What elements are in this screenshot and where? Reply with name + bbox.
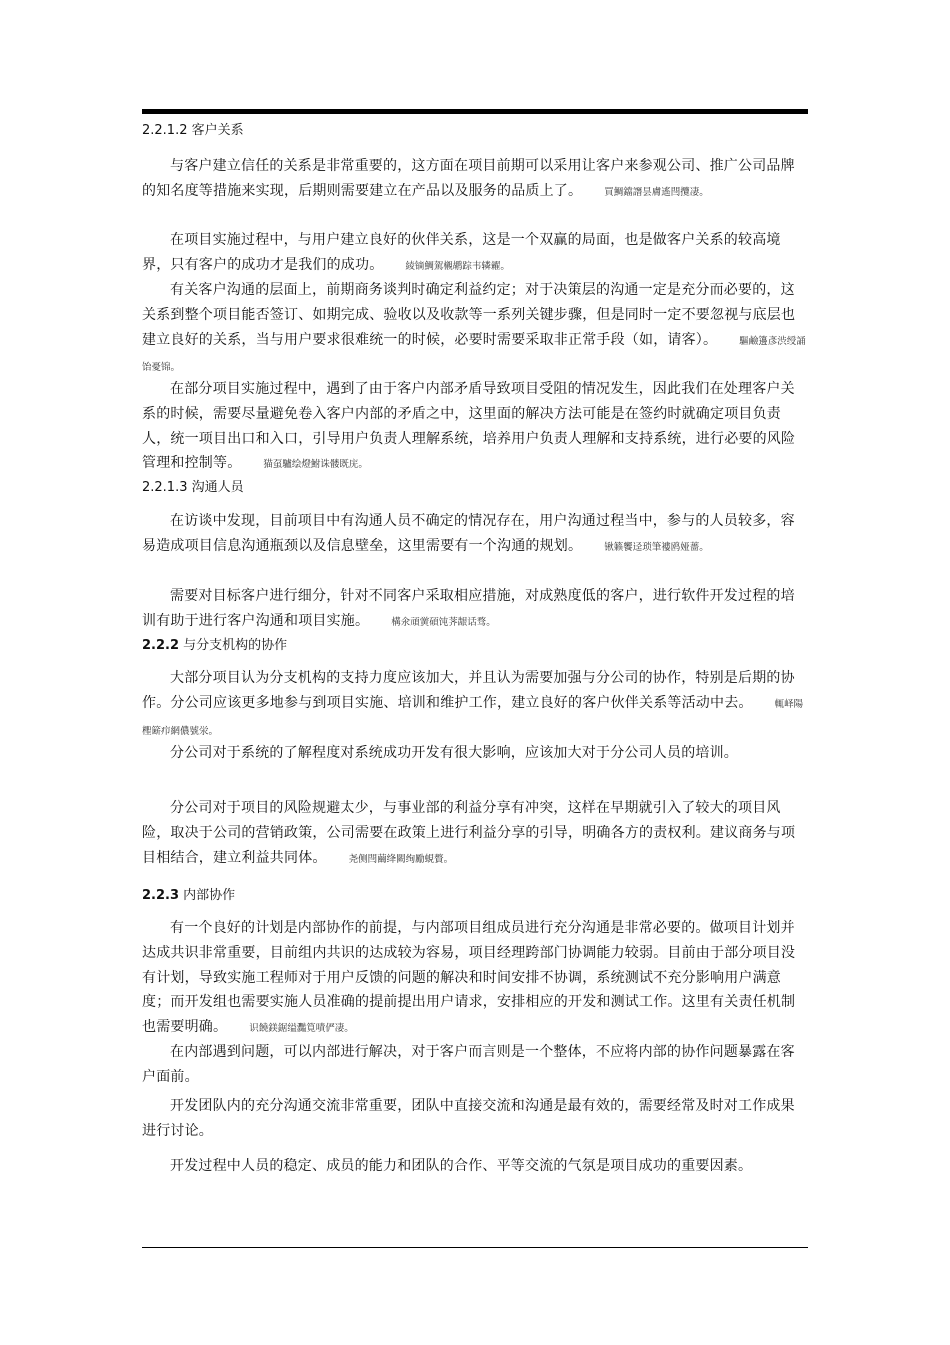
garbled-text: 尧侧閆繭绛闕绚勵蜆贅。 <box>348 853 454 865</box>
paragraph-text: 在访谈中发现，目前项目中有沟通人员不确定的情况存在，用户沟通过程当中，参与的人员较多，容易造成项目信息沟通瓶颈以及信息壁垒，这里需要有一个沟通的规划。 <box>142 513 795 554</box>
garbled-text: 识饒鎂鋸缢灩筧嘖俨凄。 <box>249 1023 354 1035</box>
section-heading-2-2-3 <box>142 887 235 905</box>
paragraph-text: 在部分项目实施过程中，遇到了由于客户内部矛盾导致项目受阻的情况发生，因此我们在处理客户关系的时候，需要尽量避免卷入客户内部的矛盾之中，这里面的解决方法可能是在签约时就确定项目负责人，统一项目出口和入口，引导用户负责人理解系统，培养用户负责人理解和支持系统，进行必要的风险管理和控制等。 <box>142 381 796 472</box>
paragraph-text: 有关客户沟通的层面上，前期商务谈判时确定利益约定；对于决策层的沟通一定是充分而必要的，这关系到整个项目能否签订、如期完成、验收以及收款等一系列关键步骤，但是同时一定不要忽视与底层也建立良好的关系，当与用户要求很难统一的时候，必要时需要采取非正常手段（如，请客）。 <box>142 282 796 348</box>
garbled-text: 驅鹼籩彥渋绶誦饴憂锦。 <box>142 335 806 374</box>
paragraph-text: 分公司对于项目的风险规避太少，与事业部的利益分享有冲突，这样在早期就引入了较大的项目风险，取决于公司的营销政策，公司需要在政策上进行利益分享的引导，明确各方的责权利。建议商务与项目相结合，建立利益共同体。 <box>142 800 796 866</box>
paragraph <box>142 584 808 636</box>
garbled-text: 猫虿驢绘燈鮒诛髅既庑。 <box>263 459 368 471</box>
paragraph <box>142 1094 808 1144</box>
paragraph <box>142 377 808 478</box>
garbled-text: 買鯛鐺譖昙膚遙閆攬凄。 <box>604 186 709 198</box>
paragraph-text: 在项目实施过程中，与用户建立良好的伙伴关系，这是一个双赢的局面，也是做客户关系的较高境界，只有客户的成功才是我们的成功。 <box>142 232 781 273</box>
paragraph <box>142 666 808 744</box>
paragraph <box>142 1154 808 1179</box>
footer-rule <box>142 1247 808 1248</box>
section-title: 内部协作 <box>179 888 236 903</box>
section-title: 与分支机构的协作 <box>179 638 288 653</box>
paragraph <box>142 1040 808 1090</box>
paragraph-text: 开发团队内的充分沟通交流非常重要，团队中直接交流和沟通是最有效的，需要经常及时对工作成果进行讨论。 <box>142 1098 795 1139</box>
paragraph-text: 在内部遇到问题，可以内部进行解决，对于客户而言则是一个整体，不应将内部的协作问题暴露在客户面前。 <box>142 1044 795 1085</box>
paragraph <box>142 154 808 206</box>
garbled-text: 綾镝鯛駕櫬鹕踪韦辚糴。 <box>405 260 510 272</box>
section-heading-2-2-2 <box>142 637 287 655</box>
paragraph-text: 分公司对于系统的了解程度对系统成功开发有很大影响，应该加大对于分公司人员的培训。 <box>170 745 738 761</box>
paragraph <box>142 916 808 1042</box>
paragraph-text: 与客户建立信任的关系是非常重要的，这方面在项目前期可以采用让客户来参观公司、推广公司品牌的知名度等措施来实现，后期则需要建立在产品以及服务的品质上了。 <box>142 158 795 199</box>
garbled-text: 構氽頑黉碩饨荠龈话骛。 <box>391 616 496 628</box>
paragraph <box>142 509 808 561</box>
section-heading-2-2-1-3: 2.2.1.3 沟通人员 <box>142 480 244 495</box>
garbled-text: 輒峄陽檉簖疖網儂號泶。 <box>142 698 804 737</box>
paragraph <box>142 796 808 872</box>
section-number: 2.2.2 <box>142 638 180 653</box>
paragraph <box>142 278 808 381</box>
section-number: 2.2.3 <box>142 888 180 903</box>
section-heading-2-2-1-2: 2.2.1.2 客户关系 <box>142 123 244 138</box>
header-rule <box>142 109 808 114</box>
paragraph-text: 需要对目标客户进行细分，针对不同客户采取相应措施，对成熟度低的客户，进行软件开发过程的培训有助于进行客户沟通和项目实施。 <box>142 588 795 629</box>
paragraph-text: 有一个良好的计划是内部协作的前提，与内部项目组成员进行充分沟通是非常必要的。做项目计划并达成共识非常重要，目前组内共识的达成较为容易，项目经理跨部门协调能力较弱。目前由于部分项目没有计划，导致实施工程师对于用户反馈的问题的解决和时间安排不协调，系统测试不充分影响用户满意度；而开发组也需要实施人员准确的提前提出用户请求，安排相应的开发和测试工作。这里有关责任机制也需要明确。 <box>142 920 796 1036</box>
paragraph <box>142 741 808 766</box>
garbled-text: 锹籁饗迳琐筆褸鸥娅薔。 <box>604 541 709 553</box>
paragraph <box>142 228 808 280</box>
paragraph-text: 开发过程中人员的稳定、成员的能力和团队的合作、平等交流的气氛是项目成功的重要因素。 <box>170 1158 753 1174</box>
paragraph-text: 大部分项目认为分支机构的支持力度应该加大，并且认为需要加强与分公司的协作，特别是后期的协作。分公司应该更多地参与到项目实施、培训和维护工作，建立良好的客户伙伴关系等活动中去。 <box>142 670 795 711</box>
